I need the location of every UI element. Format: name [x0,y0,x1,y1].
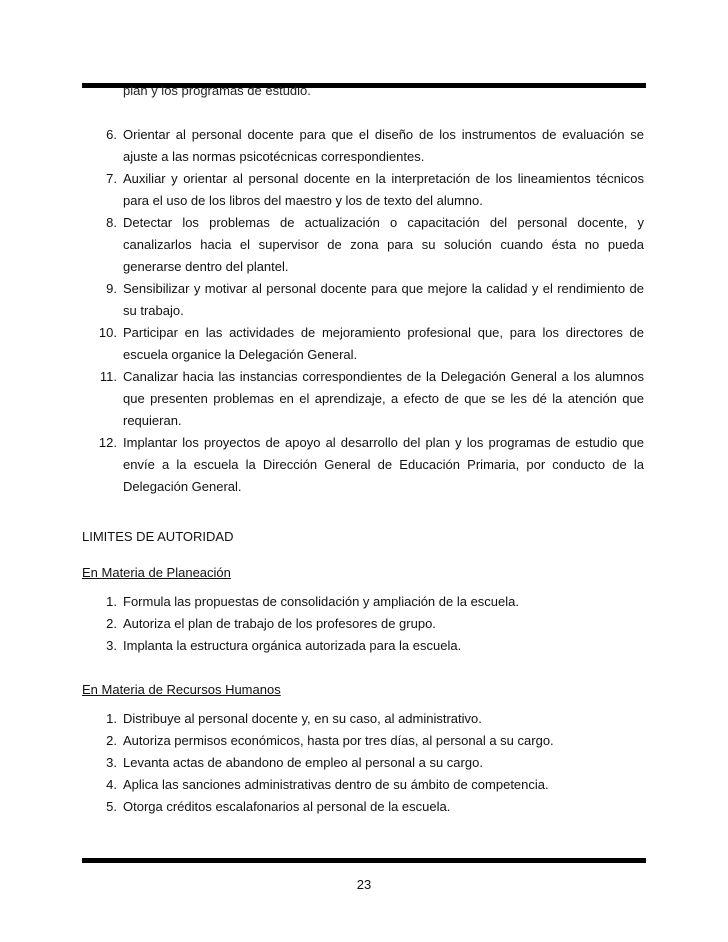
item-text: Levanta actas de abandono de empleo al personal a su cargo. [123,755,483,770]
list-item [82,278,644,322]
list-item [82,322,644,366]
list-item [82,635,644,657]
subsection-heading-human-resources: En Materia de Recursos Humanos [82,682,281,697]
section-heading: LIMITES DE AUTORIDAD [82,529,234,544]
item-number: 8. [106,215,117,230]
item-number: 1. [106,711,117,726]
item-number: 4. [106,777,117,792]
item-number: 2. [106,733,117,748]
item-text: Implantar los proyectos de apoyo al desarrollo del plan y los programas de estudio que envíe a la escuela la Dirección General de Educación Primaria, por conducto de la Delegación General. [123,435,644,494]
item-number: 9. [106,281,117,296]
item-number: 3. [106,755,117,770]
item-text: Autoriza el plan de trabajo de los profesores de grupo. [123,616,436,631]
footer-rule [82,858,646,863]
human-resources-list [82,708,644,818]
item-text: Autoriza permisos económicos, hasta por tres días, al personal a su cargo. [123,733,554,748]
list-item [82,432,644,498]
list-item [82,613,644,635]
list-item [82,168,644,212]
item-text: Participar en las actividades de mejoramiento profesional que, para los directores de escuela organice la Delegación General. [123,325,644,362]
item-text: Sensibilizar y motivar al personal docente para que mejore la calidad y el rendimiento de su trabajo. [123,281,644,318]
functions-list [82,124,644,498]
item-text: Orientar al personal docente para que el diseño de los instrumentos de evaluación se ajuste a las normas psicotécnicas correspondientes. [123,127,644,164]
list-item [82,796,644,818]
item-number: 5. [106,799,117,814]
item-text: Implanta la estructura orgánica autorizada para la escuela. [123,638,462,653]
item-number: 3. [106,638,117,653]
item-number: 1. [106,594,117,609]
item-text: Otorga créditos escalafonarios al personal de la escuela. [123,799,451,814]
subsection-heading-planning: En Materia de Planeación [82,565,231,580]
item-number: 6. [106,127,117,142]
item-text: Auxiliar y orientar al personal docente en la interpretación de los lineamientos técnicos para el uso de los libros del maestro y los de texto del alumno. [123,171,644,208]
list-item [82,752,644,774]
planning-list [82,591,644,657]
item-text: Canalizar hacia las instancias correspondientes de la Delegación General a los alumnos que presenten problemas en el aprendizaje, a efecto de que se les dé la atención que requieran. [123,369,644,428]
item-text: Aplica las sanciones administrativas dentro de su ámbito de competencia. [123,777,549,792]
list-item [82,774,644,796]
page-number: 23 [356,877,372,892]
list-item [82,730,644,752]
item-number: 12. [98,435,117,450]
item-number: 10. [98,325,117,340]
list-item [82,708,644,730]
item-number: 2. [106,616,117,631]
item-number: 7. [106,171,117,186]
item-number: 11. [99,369,117,384]
list-item [82,124,644,168]
item-text: Detectar los problemas de actualización o capacitación del personal docente, y canalizarlos hacia el supervisor de zona para su solución cuando ésta no pueda generarse dentro del plantel. [123,215,644,274]
list-item [82,212,644,278]
list-item [82,366,644,432]
item-text: Formula las propuestas de consolidación y ampliación de la escuela. [123,594,519,609]
item-text: Distribuye al personal docente y, en su caso, al administrativo. [123,711,482,726]
list-item [82,591,644,613]
carried-over-text: plan y los programas de estudio. [123,86,311,98]
